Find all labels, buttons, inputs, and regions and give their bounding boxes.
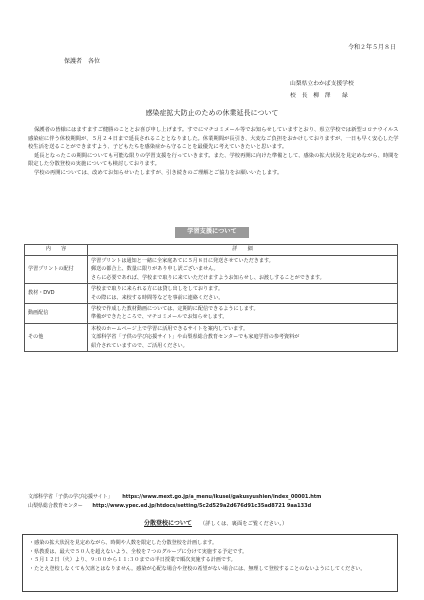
column-header-item: 内 容 xyxy=(25,245,88,256)
link-label: 山梨県総合教育センター xyxy=(28,502,83,509)
link-row xyxy=(28,502,398,511)
paragraph: 学校の再開については、改めてお知らせいたしますが、引き続きのご理解とご協力をお願いいたします。 xyxy=(34,169,283,176)
bunsan-section-heading xyxy=(144,520,287,529)
detail-line: 本校のホームページ上で学習に活用できるサイトを案内しています。 xyxy=(91,325,249,332)
principal-name: 校 長 柳 澤 緑 xyxy=(290,93,348,99)
link-label: 文部科学省「子供の学び応援サイト」 xyxy=(28,494,113,500)
detail-line: その際には、来校する時間等などを事前に連絡ください。 xyxy=(91,294,224,301)
detail-line: 郵送の都合上、数量に限りがあり申し訳ございません。 xyxy=(91,266,219,273)
row-detail xyxy=(88,323,398,351)
document-date: 令和２年５月８日 xyxy=(347,44,396,51)
table-row xyxy=(25,256,398,284)
bunsan-heading-note: （詳しくは、裏面をご覧ください。） xyxy=(199,521,288,527)
link-url[interactable]: https://www.mext.go.jp/a_menu/ikusei/gakusyushien/index_00001.htm xyxy=(122,494,322,500)
row-detail xyxy=(88,303,398,323)
bunsan-box xyxy=(22,534,398,592)
link-row xyxy=(28,493,398,502)
table-row xyxy=(25,323,398,351)
support-heading-label: 学習支援について xyxy=(175,227,248,238)
detail-line: 準備ができたところで、マチコミメールでお知らせします。 xyxy=(91,314,228,321)
row-detail xyxy=(88,256,398,284)
body-text xyxy=(28,126,400,177)
list-item: ・たとえ登校しなくても欠席とはなりません。感染が心配な場合や登校の希望がない場合には、無理して登校することのないようにしてください。 xyxy=(29,565,366,572)
paragraph: 保護者の皆様にはますますご健勝のこととお喜び申し上げます。すでにマチコミメール等でお知らせしていますとおり、県立学校では新型コロナウイルス感染症に伴う休校期間が、５月２４日まで延長されることとなりました。休業期間が長引き、大変なご負担をおかけしておりますが、一日も早く安心した学校生活を送ることができますよう、子どもたちを感染症から守ることを最優先に考えていきたいと思います。 xyxy=(28,127,399,151)
reference-links xyxy=(28,493,398,511)
detail-line: 紹介されていますので、ご活用ください。 xyxy=(91,342,188,349)
addressee: 保護者 各位 xyxy=(64,58,101,65)
list-item: ・県教委は、最大で５０人を超えないよう、全校を７つのグループに分けて実施する予定です。 xyxy=(29,548,248,555)
row-item: 動画配信 xyxy=(25,303,88,323)
column-header-detail: 詳 細 xyxy=(88,245,398,256)
detail-line: 学校まで取りに来られる方には貸し出しをしております。 xyxy=(91,286,224,293)
support-section-heading xyxy=(0,227,424,238)
row-item: その他 xyxy=(25,323,88,351)
table-header-row xyxy=(25,245,398,256)
list-item: ・感染の拡大状況を見定めながら、時間や人数を限定した分散登校を計画します。 xyxy=(29,540,218,546)
table-row xyxy=(25,284,398,304)
school-name: 山梨県立わかば支援学校 xyxy=(290,81,354,87)
support-table xyxy=(24,244,398,352)
paragraph: 延長となったこの期間についても可能な限りの学習支援を行っていきます。また、学校再開に向けた準備として、感染の拡大状況を見定めながら、時間を限定した分散登校の実施についても検討しております。 xyxy=(28,152,399,168)
link-url[interactable]: http://www.ypec.ed.jp/htdocs/setting/5c2d529a2d676d91c35ad8721 9aa133d xyxy=(92,502,312,509)
bunsan-heading-label: 分散登校について xyxy=(144,520,192,527)
row-item: 教材・DVD xyxy=(25,284,88,304)
detail-line: 文部科学省「子供の学び応援サイト」や山梨県総合教育センターでも家庭学習の参考資料が xyxy=(91,334,300,341)
row-detail xyxy=(88,284,398,304)
table-row xyxy=(25,303,398,323)
document-title: 感染症拡大防止のための休業延長について xyxy=(145,109,279,117)
list-item: ・５月１２日（火）より、９:００から１１:３０までの半日授業で順次実施する計画です。 xyxy=(29,557,236,564)
detail-line: 学校で作成した教材動画については、定期的に配信できるようにします。 xyxy=(91,305,259,312)
row-item: 学習プリントの配付 xyxy=(25,256,88,284)
detail-line: 学習プリントは通知と一緒に全家庭あてに５月８日に発送させていただきます。 xyxy=(91,258,274,264)
detail-line: さらに必要であれば、学校まで取りに来ていただけますようお知らせし、お渡しすることができます。 xyxy=(91,274,325,281)
